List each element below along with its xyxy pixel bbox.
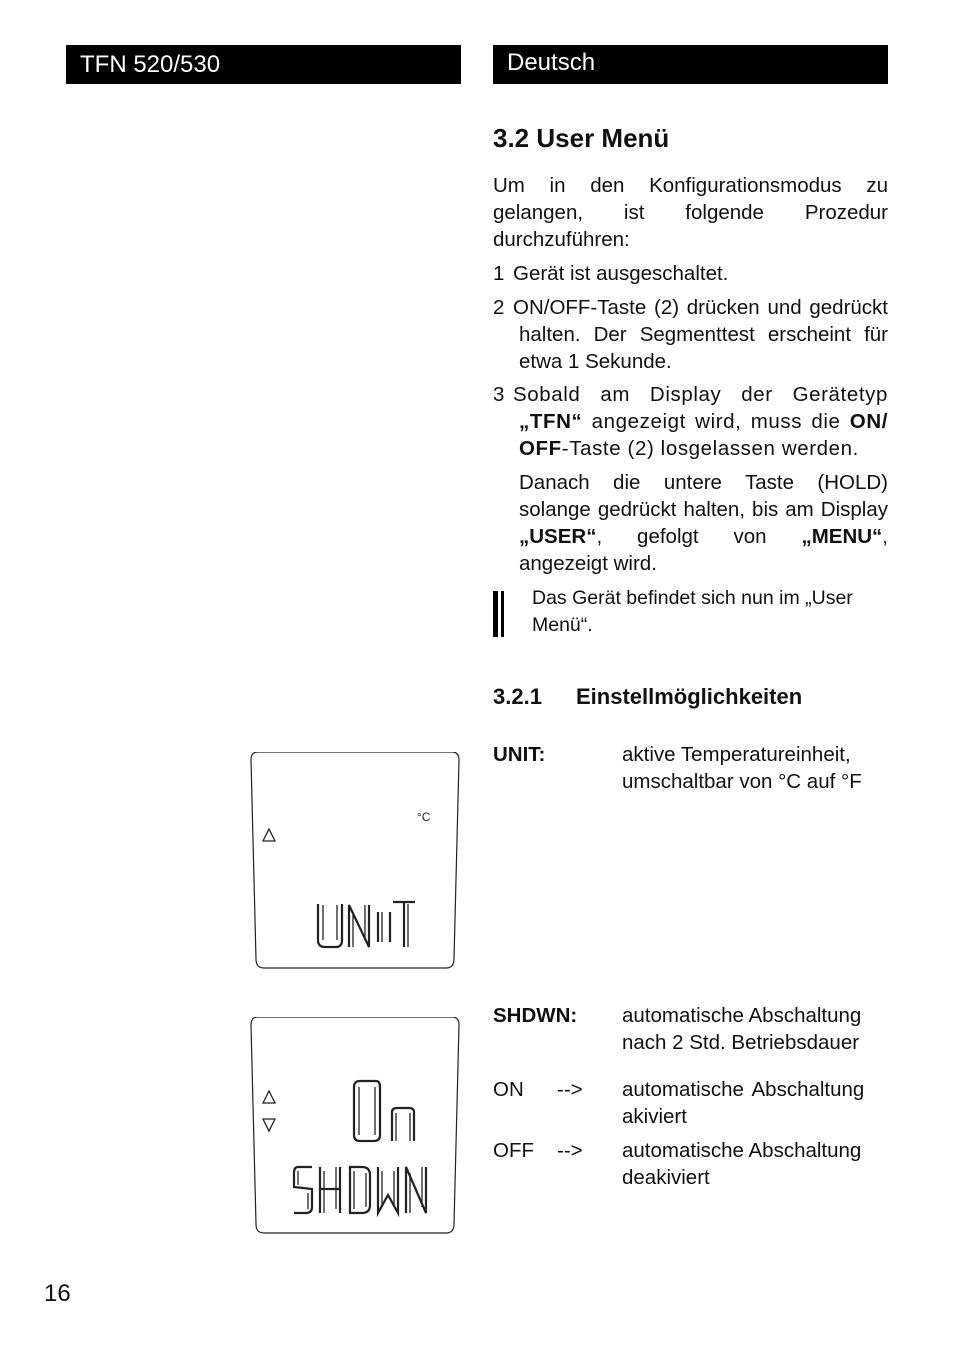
lcd-segment-text [294, 1167, 426, 1213]
subsection-title: Einstellmöglichkeiten [576, 684, 803, 709]
step-text-part: , angezeigt wird. [519, 525, 888, 575]
unit-symbol: °C [417, 810, 431, 824]
header-language-bar [493, 45, 888, 84]
step-number: 1 [493, 262, 505, 285]
step-text-part: , gefolgt von [596, 525, 767, 548]
step-text-part: -Taste (2) losgelassen werden. [561, 437, 859, 460]
option-arrow: --> [557, 1139, 583, 1162]
step-2 [493, 294, 888, 375]
step-text: Gerät ist ausgeschaltet. [513, 262, 729, 285]
step-text [513, 381, 888, 462]
info-note [493, 585, 888, 639]
lcd-frame [250, 752, 460, 972]
step-text-part: Sobald am Display der Gerätetyp [513, 383, 888, 406]
lcd-display-shdwn [250, 1017, 460, 1235]
device-type-label: „TFN“ [519, 410, 583, 433]
header-language-label: Deutsch [507, 49, 596, 76]
step-text [519, 469, 888, 577]
subsection-number: 3.2.1 [493, 684, 542, 709]
option-arrow: --> [557, 1078, 583, 1101]
definition-shdwn [493, 1002, 888, 1056]
header-model-bar [66, 45, 461, 84]
button-name: ON/ OFF [519, 410, 889, 460]
step-1 [493, 260, 888, 287]
definition-description: aktive Temperatureinheit, umschaltbar von °C auf °F [622, 743, 862, 793]
definition-term: UNIT: [493, 743, 546, 766]
triangle-up-icon [263, 1091, 275, 1103]
option-off [493, 1137, 888, 1191]
section-heading: 3.2 User Menü [493, 123, 670, 153]
step-text: ON/OFF-Taste (2) drücken und gedrückt halten. Der Segmenttest erscheint für etwa 1 Sekunde. [513, 296, 888, 373]
note-text: Das Gerät befindet sich nun im „User Menü“. [532, 587, 853, 636]
option-key: ON [493, 1078, 524, 1101]
definition-term: SHDWN: [493, 1004, 578, 1027]
triangle-up-icon [263, 829, 275, 841]
step-number: 3 [493, 383, 505, 406]
lcd-segment-text [318, 902, 415, 947]
lcd-display-unit [250, 752, 460, 972]
intro-paragraph: Um in den Konfigurationsmodus zu gelangen, ist folgende Prozedur durchzuführen: [493, 174, 888, 251]
display-menu-label: „MENU“ [801, 525, 883, 548]
note-marker [493, 591, 504, 637]
page-number: 16 [44, 1280, 71, 1307]
header-model-label: TFN 520/530 [80, 51, 221, 78]
lcd-frame [250, 1017, 460, 1235]
step-number: 2 [493, 296, 505, 319]
option-description: automatische Abschaltung akiviert [622, 1078, 865, 1128]
option-description: automatische Abschaltung deakiviert [622, 1139, 862, 1189]
lcd-segment-value [354, 1081, 414, 1141]
triangle-down-icon [263, 1119, 275, 1131]
definition-description: automatische Abschaltung nach 2 Std. Betriebsdauer [622, 1004, 862, 1054]
step-text-part: Danach die untere Taste (HOLD) solange gedrückt halten, bis am Display [519, 471, 888, 521]
step-3 [493, 381, 888, 462]
definition-unit [493, 741, 888, 795]
display-user-label: „USER“ [519, 525, 597, 548]
subsection-heading [493, 684, 802, 710]
step-text-part: angezeigt wird, muss die [591, 410, 841, 433]
step-3-continued [493, 469, 888, 577]
option-key: OFF [493, 1139, 534, 1162]
option-on [493, 1076, 888, 1130]
